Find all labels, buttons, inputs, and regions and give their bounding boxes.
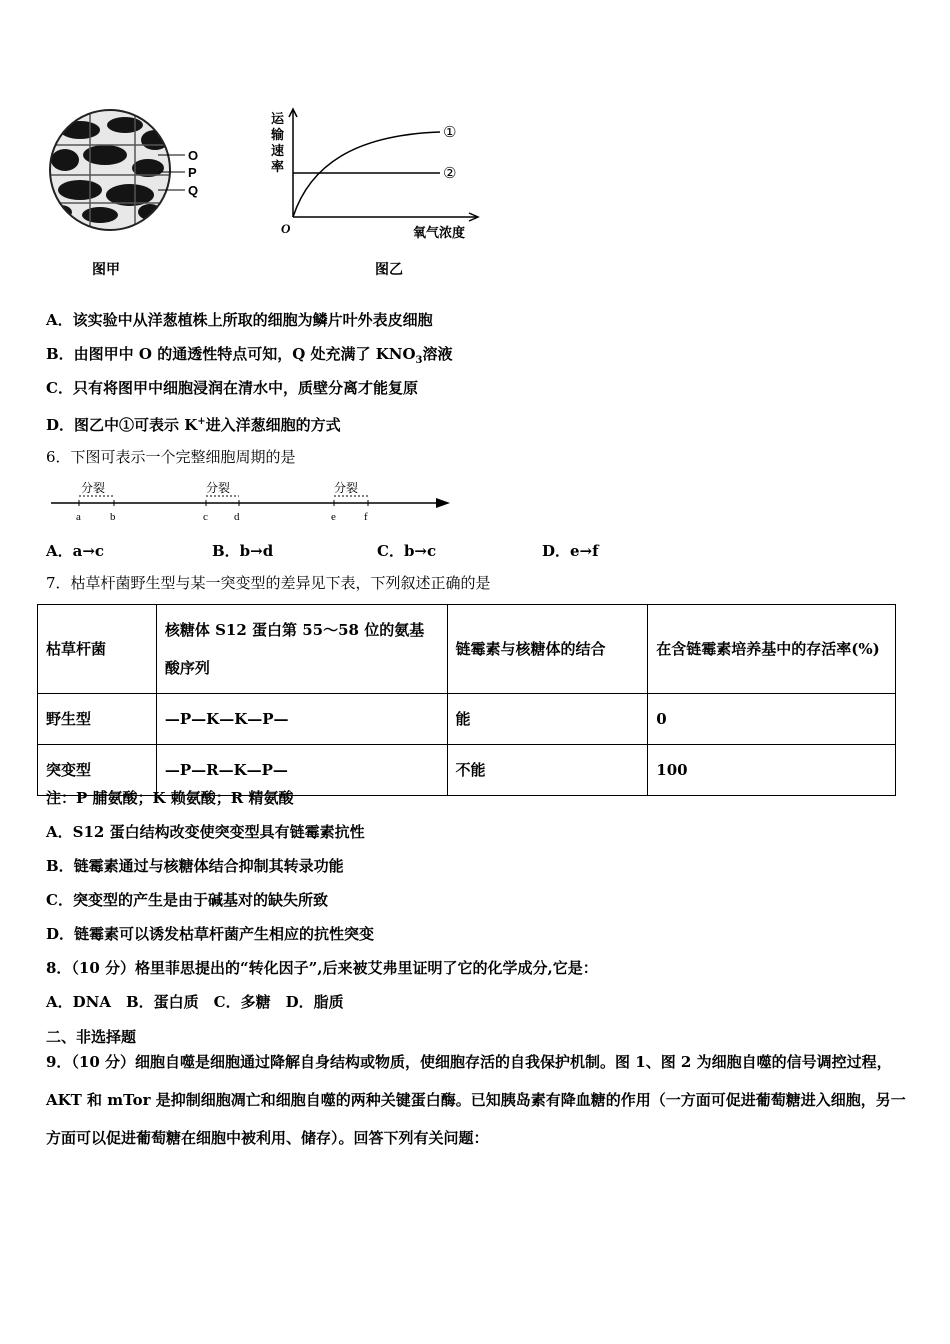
table-cell: 野生型 — [38, 694, 157, 745]
cell-cycle-timeline — [46, 478, 456, 528]
point-d: d — [234, 511, 240, 523]
table-row — [38, 694, 896, 745]
caption-yi: 图乙 — [375, 262, 403, 278]
phase-label-3: 分裂 — [334, 481, 359, 495]
phase-label-1: 分裂 — [81, 481, 106, 495]
y-label-1: 运 — [271, 112, 285, 127]
origin-label: O — [281, 221, 291, 236]
label-p: P — [188, 165, 197, 180]
q5-option-b — [46, 344, 453, 371]
q5-option-d-sup: + — [197, 416, 206, 427]
point-a: a — [76, 511, 81, 523]
point-b: b — [110, 511, 116, 523]
table-cell: 突变型 — [38, 745, 157, 796]
q5-option-d — [46, 412, 341, 435]
q5-option-b-sub: 3 — [415, 355, 423, 366]
q7-option-a: A．S12 蛋白结构改变使突变型具有链霉素抗性 — [46, 823, 365, 841]
q6-option-c: C．b→c — [377, 542, 437, 560]
table-header-cell: 核糖体 S12 蛋白第 55～58 位的氨基酸序列 — [156, 605, 447, 694]
table-cell: 0 — [648, 694, 896, 745]
table-cell: —P—R—K—P— — [156, 745, 447, 796]
label-q: Q — [188, 183, 199, 198]
table-header-cell: 链霉素与核糖体的结合 — [447, 605, 648, 694]
y-label-4: 率 — [271, 160, 285, 175]
q5-option-d-main: D．图乙中①可表示 K — [46, 416, 198, 434]
q5-option-b-main: B．由图甲中 O 的通透性特点可知，Q 处充满了 KNO — [46, 345, 416, 363]
table-header-cell: 枯草杆菌 — [38, 605, 157, 694]
q9-text: 9．（10 分）细胞自噬是细胞通过降解自身结构或物质，使细胞存活的自我保护机制。图 1、图 2 为细胞自噬的信号调控过程，AKT 和 mTor 是抑制细胞凋亡和细胞自噬的两种关键蛋白酶。已知胰岛素有降血糖的作用（一方面可促进葡萄糖进入细胞，另一方面可以促进葡萄糖在细胞中被利用、储存）。回答下列有关问题： — [46, 1053, 906, 1147]
caption-jia: 图甲 — [92, 262, 120, 278]
point-f: f — [364, 511, 368, 523]
figure-jia — [40, 100, 220, 285]
x-axis-label: 氧气浓度 — [413, 226, 466, 241]
q7-option-b: B．链霉素通过与核糖体结合抑制其转录功能 — [46, 857, 344, 875]
y-label-3: 速 — [271, 144, 285, 159]
q8-options: A．DNA B．蛋白质 C．多糖 D．脂质 — [46, 993, 344, 1011]
phase-label-2: 分裂 — [206, 481, 231, 495]
q6-stem: 6．下图可表示一个完整细胞周期的是 — [46, 448, 296, 466]
q5-option-b-tail: 溶液 — [422, 345, 453, 363]
q8-stem: 8．（10 分）格里菲思提出的“转化因子”,后来被艾弗里证明了它的化学成分,它是： — [46, 959, 598, 977]
q5-option-d-tail: 进入洋葱细胞的方式 — [205, 416, 341, 434]
curve-1-label: ① — [443, 123, 457, 141]
q6-option-d: D．e→f — [542, 542, 599, 560]
section-title: 二、非选择题 — [46, 1028, 137, 1046]
point-e: e — [331, 511, 336, 523]
q7-option-d: D．链霉素可以诱发枯草杆菌产生相应的抗性突变 — [46, 925, 375, 943]
y-label-2: 输 — [271, 128, 285, 143]
q7-stem: 7．枯草杆菌野生型与某一突变型的差异见下表，下列叙述正确的是 — [46, 574, 491, 592]
q6-option-a: A．a→c — [46, 542, 105, 560]
q7-note: 注：P 脯氨酸；K 赖氨酸；R 精氨酸 — [46, 789, 294, 807]
table-cell: 100 — [648, 745, 896, 796]
curve-1 — [293, 132, 440, 217]
q5-option-c: C．只有将图甲中细胞浸润在清水中，质壁分离才能复原 — [46, 379, 418, 397]
q6-option-b: B．b→d — [212, 542, 274, 560]
table-cell: 能 — [447, 694, 648, 745]
point-c: c — [203, 511, 208, 523]
table-header-row — [38, 605, 896, 694]
figure-yi — [265, 105, 495, 285]
table-header-cell: 在含链霉素培养基中的存活率(%) — [648, 605, 896, 694]
curve-2-label: ② — [443, 164, 457, 182]
label-o: O — [188, 148, 199, 163]
q7-table — [37, 604, 896, 796]
q5-option-a: A．该实验中从洋葱植株上所取的细胞为鳞片叶外表皮细胞 — [46, 311, 433, 329]
table-cell: 不能 — [447, 745, 648, 796]
q7-option-c: C．突变型的产生是由于碱基对的缺失所致 — [46, 891, 328, 909]
table-cell: —P—K—K—P— — [156, 694, 447, 745]
